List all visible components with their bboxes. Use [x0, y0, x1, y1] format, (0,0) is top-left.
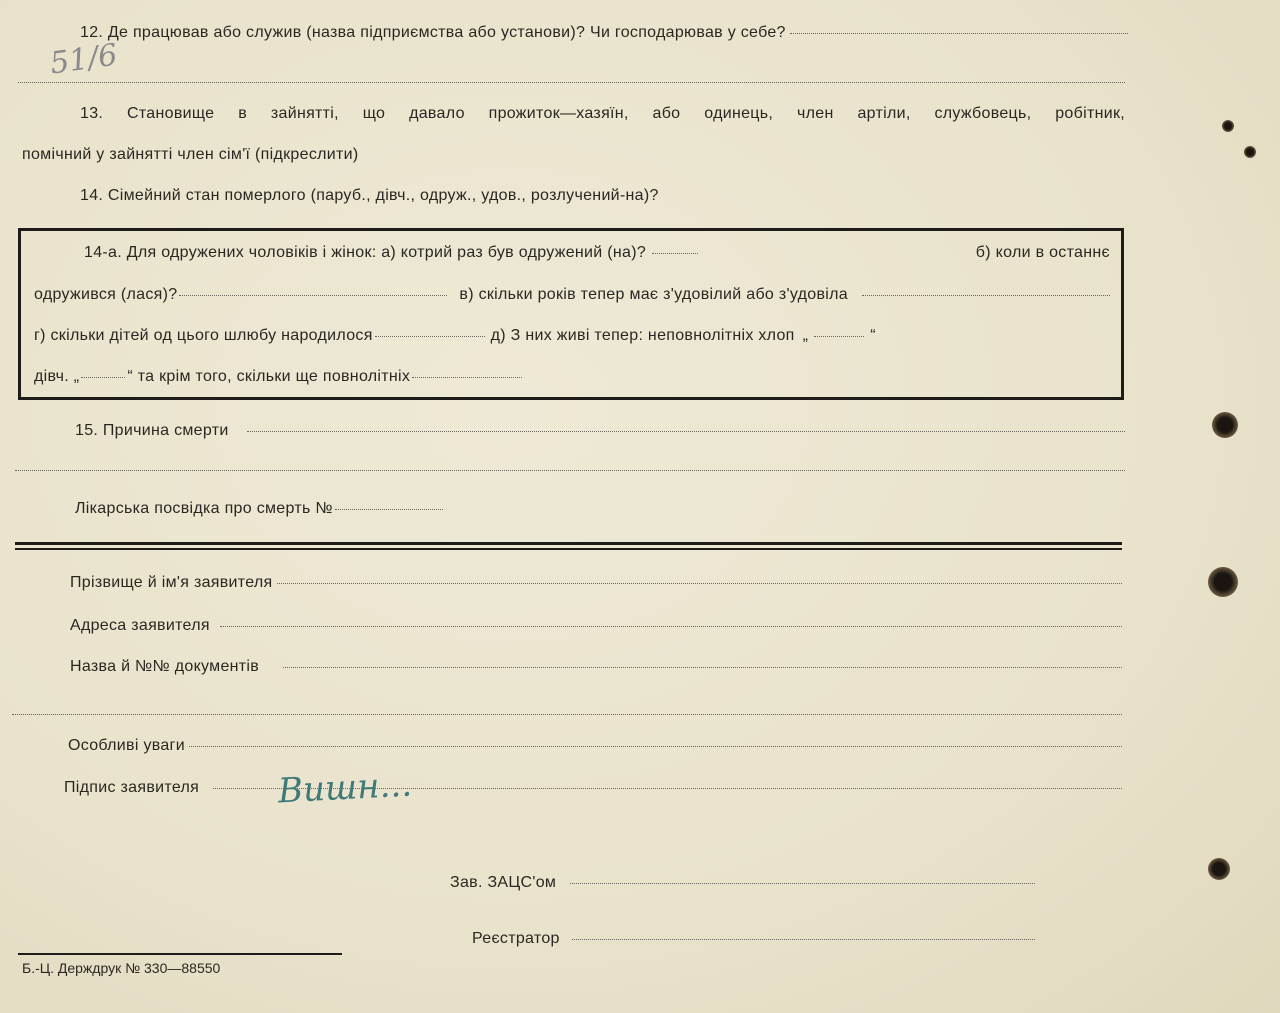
head-of-registry	[450, 874, 1035, 892]
question-15-label: 15. Причина смерти	[75, 422, 229, 439]
quote-open: „	[802, 327, 809, 344]
binding-hole	[1208, 858, 1230, 880]
applicant-name	[70, 574, 1122, 592]
applicant-signature	[64, 779, 1122, 797]
applicant-address-label: Адреса заявителя	[70, 617, 210, 634]
q14a-d-label: д) З них живі тепер: неповнолітніх хлоп	[490, 327, 795, 344]
question-14a-line2	[34, 286, 1110, 304]
registrar-signature-field[interactable]	[572, 938, 1035, 940]
q14a-b-field[interactable]	[179, 295, 447, 296]
question-14: 14. Сімейний стан померлого (паруб., дівч., одруж., удов., розлучений-на)?	[80, 187, 659, 204]
medical-certificate-number-field[interactable]	[335, 509, 443, 510]
head-of-registry-signature-field[interactable]	[570, 882, 1035, 884]
applicant-documents-label: Назва й №№ документів	[70, 658, 260, 675]
binding-hole	[1222, 120, 1234, 132]
q14a-girls-field[interactable]	[81, 377, 125, 378]
q14a-g-field[interactable]	[375, 336, 485, 337]
cause-of-death-line2[interactable]	[15, 470, 1125, 471]
question-14a-line4	[34, 368, 522, 386]
question-15	[75, 422, 1125, 440]
special-notes-label: Особливі уваги	[68, 737, 185, 754]
handwritten-signature: Вишн...	[277, 764, 413, 812]
question-14a-line3	[34, 327, 1110, 345]
q14a-b2-label: одружився (лася)?	[34, 286, 178, 303]
quote-close: “	[870, 327, 876, 344]
registrar-label: Реєстратор	[472, 930, 560, 947]
question-13-line1: 13. Становище в зайнятті, що давало прожиток—хазяїн, або одинець, член артіли, службовець, робітник,	[80, 105, 1125, 122]
q14a-girls-label: дівч. „	[34, 368, 80, 385]
footer-rule	[18, 953, 342, 955]
question-12-label: 12. Де працював або служив (назва підприємства або установи)? Чи господарював у себе?	[80, 24, 786, 41]
question-14a-line1	[84, 244, 1110, 262]
medical-certificate-label: Лікарська посвідка про смерть №	[75, 500, 333, 517]
answer-12-field[interactable]	[790, 32, 1128, 34]
applicant-documents-field[interactable]	[283, 666, 1122, 668]
handwritten-note: 51/6	[47, 37, 120, 82]
applicant-name-label: Прізвище й ім'я заявителя	[70, 574, 273, 591]
divider-double-bottom	[15, 548, 1122, 550]
binding-hole	[1208, 567, 1238, 597]
question-13-line2: помічний у зайнятті член сім'ї (підкреслити)	[22, 146, 359, 163]
medical-certificate	[75, 500, 443, 518]
q14a-adults-label: “ та крім того, скільки ще повнолітніх	[127, 368, 411, 385]
applicant-documents	[70, 658, 1122, 676]
divider-double-top	[15, 542, 1122, 545]
binding-hole	[1212, 412, 1238, 438]
special-notes	[68, 737, 1122, 755]
q14a-boys-field[interactable]	[814, 336, 864, 337]
special-notes-field[interactable]	[189, 745, 1122, 747]
printer-imprint: Б.-Ц. Держдрук № 330—88550	[22, 960, 221, 976]
question-12	[80, 24, 1128, 42]
q14a-adults-field[interactable]	[412, 377, 522, 378]
applicant-name-field[interactable]	[277, 582, 1122, 584]
applicant-documents-line2[interactable]	[12, 714, 1122, 715]
q14a-a-label: 14-а. Для одружених чоловіків і жінок: а) котрий раз був одружений (на)?	[84, 244, 647, 261]
q14a-v-label: в) скільки років тепер має з'удовілий або з'удовіла	[459, 286, 848, 303]
q14a-b-label: б) коли в останнє	[975, 244, 1110, 261]
binding-hole	[1244, 146, 1256, 158]
applicant-address	[70, 617, 1122, 635]
applicant-signature-label: Підпис заявителя	[64, 779, 200, 796]
applicant-address-field[interactable]	[220, 625, 1122, 627]
registrar	[472, 930, 1035, 948]
answer-12-line[interactable]	[18, 82, 1125, 83]
cause-of-death-field[interactable]	[247, 430, 1125, 432]
q14a-a-field[interactable]	[652, 253, 698, 254]
q14a-v-field[interactable]	[862, 294, 1110, 296]
q14a-g-label: г) скільки дітей од цього шлюбу народилося	[34, 327, 373, 344]
head-of-registry-label: Зав. ЗАЦС'ом	[450, 874, 557, 891]
